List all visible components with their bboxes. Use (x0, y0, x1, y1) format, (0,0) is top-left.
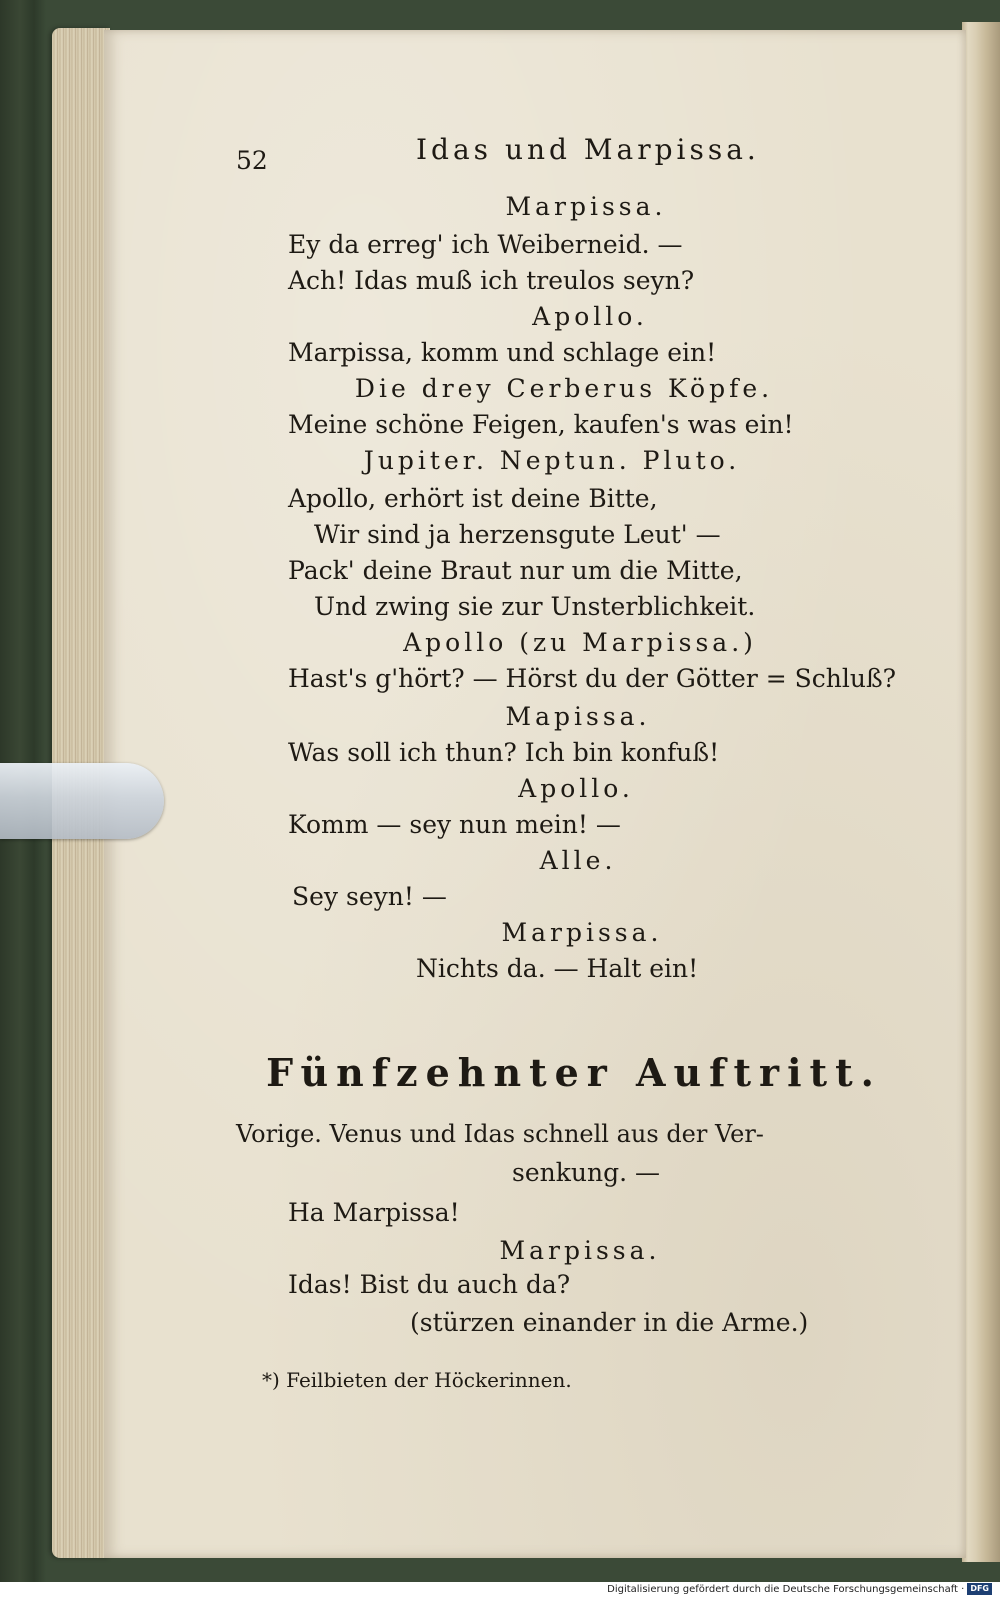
verse-line: Meine schöne Feigen, kaufen's was ein! (288, 410, 794, 439)
verse-line: Wir sind ja herzensgute Leut' — (314, 520, 721, 549)
page-number: 52 (236, 146, 268, 175)
stage-direction: Vorige. Venus und Idas schnell aus der Ver- (236, 1120, 764, 1148)
speaker-line: Apollo (zu Marpissa.) (403, 628, 757, 657)
verse-line: Hast's g'hört? — Hörst du der Götter = Schluß? (288, 664, 897, 693)
verse-line: Idas! Bist du auch da? (288, 1270, 571, 1299)
dfg-credit (607, 1583, 992, 1595)
footnote: *) Feilbieten der Höckerinnen. (262, 1368, 572, 1392)
verse-line: Komm — sey nun mein! — (288, 810, 621, 839)
verse-line: Sey seyn! — (292, 882, 447, 911)
speaker-line: Marpissa. (499, 1236, 661, 1265)
speaker-line: Apollo. (532, 302, 648, 331)
verse-line: Pack' deine Braut nur um die Mitte, (288, 556, 743, 585)
dfg-credit-text: Digitalisierung gefördert durch die Deutsche Forschungsgemeinschaft · (607, 1583, 965, 1595)
verse-line: Was soll ich thun? Ich bin konfuß! (288, 738, 720, 767)
verse-line: Apollo, erhört ist deine Bitte, (288, 484, 658, 513)
verse-line: Und zwing sie zur Unsterblichkeit. (314, 592, 756, 621)
facing-page-edge (962, 22, 1000, 1562)
speaker-line: Die drey Cerberus Köpfe. (354, 374, 774, 403)
speaker-line: Mapissa. (505, 702, 651, 731)
verse-line: Marpissa, komm und schlage ein! (288, 338, 717, 367)
dfg-logo: DFG (967, 1583, 992, 1595)
scene-heading: Fünfzehnter Auftritt. (266, 1050, 882, 1095)
running-head: Idas und Marpissa. (416, 133, 760, 166)
stage-direction: senkung. — (512, 1158, 660, 1187)
verse-line: Ach! Idas muß ich treulos seyn? (288, 266, 695, 295)
verse-line: Nichts da. — Halt ein! (416, 954, 699, 983)
verse-line: Ey da erreg' ich Weiberneid. — (288, 230, 683, 259)
stage-direction: (stürzen einander in die Arme.) (410, 1308, 809, 1337)
speaker-line: Marpissa. (505, 192, 667, 221)
speaker-line: Jupiter. Neptun. Pluto. (363, 446, 741, 475)
speaker-line: Alle. (539, 846, 617, 875)
verse-line: Ha Marpissa! (288, 1198, 460, 1227)
speaker-line: Apollo. (518, 774, 634, 803)
speaker-line: Marpissa. (501, 918, 663, 947)
page-marker-clip (0, 763, 164, 839)
